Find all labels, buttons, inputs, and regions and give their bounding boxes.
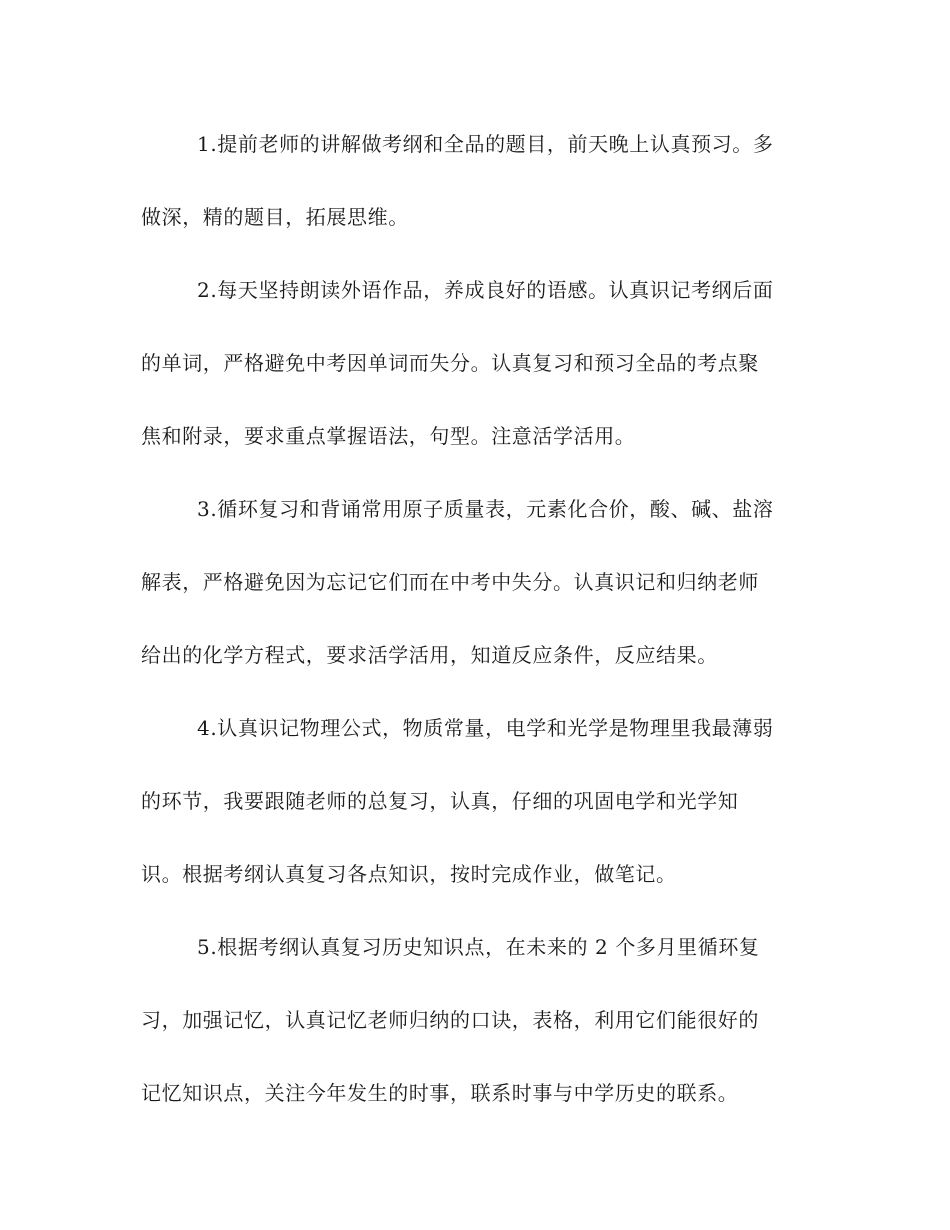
paragraph-4-line-2: 的环节，我要跟随老师的总复习，认真，仔细的巩固电学和光学知 — [141, 789, 739, 813]
paragraph-4-line-3: 识。根据考纲认真复习各点知识，按时完成作业，做笔记。 — [141, 862, 677, 886]
paragraph-2-line-1: 2.每天坚持朗读外语作品，养成良好的语感。认真识记考纲后面 — [197, 278, 774, 302]
paragraph-1-line-1: 1.提前老师的讲解做考纲和全品的题目，前天晚上认真预习。多 — [197, 132, 774, 156]
paragraph-5-line-3: 记忆知识点，关注今年发生的时事，联系时事与中学历史的联系。 — [141, 1081, 739, 1105]
paragraph-1-line-2: 做深，精的题目，拓展思维。 — [141, 205, 409, 229]
paragraph-3-line-1: 3.循环复习和背诵常用原子质量表，元素化合价，酸、碱、盐溶 — [197, 497, 774, 521]
paragraph-5-line-1: 5.根据考纲认真复习历史知识点，在未来的 2 个多月里循环复 — [197, 935, 760, 959]
paragraph-5-line-2: 习，加强记忆，认真记忆老师归纳的口诀，表格，利用它们能很好的 — [141, 1008, 759, 1032]
paragraph-3-line-3: 给出的化学方程式，要求活学活用，知道反应条件，反应结果。 — [141, 643, 718, 667]
paragraph-2-line-3: 焦和附录，要求重点掌握语法，句型。注意活学活用。 — [141, 424, 636, 448]
paragraph-3-line-2: 解表，严格避免因为忘记它们而在中考中失分。认真识记和归纳老师 — [141, 570, 759, 594]
paragraph-4-line-1: 4.认真识记物理公式，物质常量，电学和光学是物理里我最薄弱 — [197, 716, 774, 740]
paragraph-2-line-2: 的单词，严格避免中考因单词而失分。认真复习和预习全品的考点聚 — [141, 351, 759, 375]
